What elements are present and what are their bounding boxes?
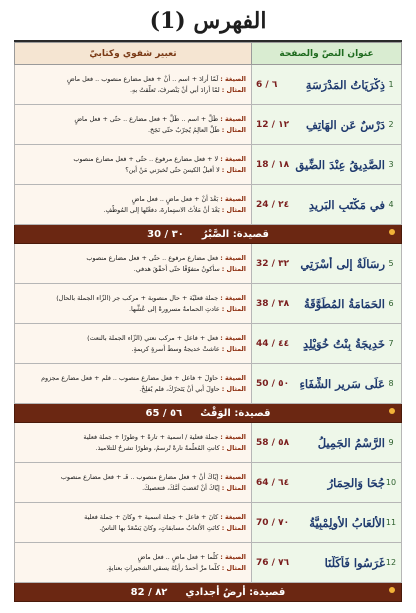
mithal-text: إيّاكَ أنْ تُغضبَ أمَّكَ، فتعصيكَ. <box>142 483 220 492</box>
lesson-cell <box>252 423 402 463</box>
sigha-line <box>20 512 246 523</box>
expression-cell <box>15 145 252 185</box>
lesson-pages: 6 / ٦ <box>256 79 278 90</box>
lesson-title[interactable]: الرَّسْمُ الجَمِيلُ <box>317 435 385 450</box>
lesson-cell <box>252 324 402 364</box>
sigha-text: حاوَلَ + فاعل + فعل مضارع منصوب .. فلم + فعل مضارع مجزوم <box>41 373 219 382</box>
header-lesson: عنوان النصّ والصفحة <box>252 43 402 65</box>
lesson-pages: 70 / ٧٠ <box>256 517 290 528</box>
index-table <box>14 42 402 602</box>
mithal-label: المثال : <box>221 165 246 174</box>
title-bar <box>14 0 402 42</box>
poem-bullet-icon <box>389 229 395 235</box>
sigha-line <box>20 333 246 344</box>
sigha-text: بَعْدَ أنْ + فعل ماضٍ .. فعل ماضٍ <box>131 194 219 203</box>
expression-cell <box>15 244 252 284</box>
lesson-pages: 38 / ٣٨ <box>256 298 290 309</box>
sigha-text: جملة فعليّة + حال منصوبة + مركب جر (الزّاء الجملة بالحال) <box>56 293 219 302</box>
lesson-title[interactable]: الألعَابُ الأولِمْبِيَّةُ <box>309 515 385 530</box>
poem-row <box>15 404 402 423</box>
lesson-cell <box>252 145 402 185</box>
lesson-number: 11 <box>385 518 397 527</box>
poem-cell <box>15 225 402 244</box>
lesson-pages: 64 / ٦٤ <box>256 477 290 488</box>
expression-cell <box>15 543 252 583</box>
lesson-title[interactable]: عَلَى سَرِيرِ الشِّفَاءِ <box>299 376 385 391</box>
lesson-row <box>15 185 402 225</box>
mithal-text: كلّما مرَّ أحمدُ رأيتُهُ يسقي الشجيراتِ بعنايةٍ. <box>106 563 220 572</box>
lesson-number: 3 <box>388 160 394 169</box>
mithal-text: عادتِ الحمامةُ مسرورةً إلى عُشِّها. <box>128 304 220 313</box>
mithal-line <box>20 205 246 216</box>
lesson-number: 8 <box>388 379 394 388</box>
mithal-text: كانَتِ الألعابُ مسابقاتٍ، وكانَ يَسْعَدُ بها الناسُ. <box>99 523 220 532</box>
poem-title: قصيدة: الوَقْتُ <box>200 407 271 419</box>
lesson-cell <box>252 284 402 324</box>
mithal-text: كانتِ المُعلّمةُ تارةً تُرسمُ، وطورًا تشرحُ للتلاميذ. <box>95 443 220 452</box>
lesson-pages: 18 / ١٨ <box>256 159 290 170</box>
lesson-row <box>15 364 402 404</box>
lesson-cell <box>252 463 402 503</box>
lesson-title[interactable]: جُحَا وَالحِمَارُ <box>327 475 385 490</box>
table-header-row <box>15 43 402 65</box>
lesson-row <box>15 244 402 284</box>
sigha-line <box>20 194 246 205</box>
mithal-text: عاشتْ خديجةُ وسطَ أسرةٍ كريمةٍ. <box>131 344 220 353</box>
lesson-row <box>15 463 402 503</box>
sigha-text: جملة فعلية / اسمية + تارةً + وطورًا + جملة فعلية <box>83 432 219 441</box>
sigha-line <box>20 552 246 563</box>
mithal-label: المثال : <box>221 443 246 452</box>
expression-cell <box>15 284 252 324</box>
mithal-label: المثال : <box>221 85 246 94</box>
sigha-line <box>20 472 246 483</box>
poem-cell <box>15 583 402 602</box>
sigha-label: الصيغة : <box>220 114 246 123</box>
expression-cell <box>15 65 252 105</box>
sigha-text: إيّاكَ أنْ + فعل مضارع منصوب .. فَـ + فعل مضارع منصوب <box>60 472 219 481</box>
lesson-row <box>15 503 402 543</box>
lesson-row <box>15 284 402 324</box>
lesson-title[interactable]: ذِكْرَيَاتُ المَدْرَسَةِ <box>305 77 385 92</box>
sigha-label: الصيغة : <box>220 512 246 521</box>
sigha-label: الصيغة : <box>220 154 246 163</box>
mithal-label: المثال : <box>221 264 246 273</box>
mithal-label: المثال : <box>221 483 246 492</box>
mithal-label: المثال : <box>221 125 246 134</box>
lesson-cell <box>252 185 402 225</box>
mithal-label: المثال : <box>221 563 246 572</box>
sigha-label: الصيغة : <box>220 552 246 561</box>
lesson-row <box>15 423 402 463</box>
sigha-label: الصيغة : <box>220 472 246 481</box>
lesson-number: 1 <box>388 80 394 89</box>
lesson-row <box>15 105 402 145</box>
sigha-text: لا + فعل مضارع مرفوع .. حتّى + فعل مضارع منصوب <box>73 154 219 163</box>
poem-pages: 82 / ٨٢ <box>130 586 168 598</box>
mithal-line <box>20 443 246 454</box>
mithal-text: لا أقبلُ الكيسَ حتّى تُخبرَني مَنْ أين؟ <box>125 165 220 174</box>
lesson-row <box>15 324 402 364</box>
mithal-label: المثال : <box>221 523 246 532</box>
page-title: الفهرس (1) <box>149 8 267 34</box>
poem-row <box>15 225 402 244</box>
sigha-label: الصيغة : <box>220 74 246 83</box>
lesson-cell <box>252 364 402 404</box>
lesson-row <box>15 543 402 583</box>
lesson-title[interactable]: في مَكْتَبِ البَرِيدِ <box>308 197 385 212</box>
mithal-line <box>20 523 246 534</box>
mithal-label: المثال : <box>221 384 246 393</box>
sigha-text: لَمّا أرادَ + اسم .. أنْ + فعل مضارع منصوب .. فعل ماضٍ <box>66 74 219 83</box>
expression-cell <box>15 324 252 364</box>
lesson-title[interactable]: خَدِيجَةُ بِنْتُ خُوَيْلِدٍ <box>303 336 385 351</box>
lesson-cell <box>252 543 402 583</box>
mithal-text: سأكونُ متفوّقًا حتّى أحقّقَ هدفي. <box>133 264 220 273</box>
sigha-label: الصيغة : <box>220 293 246 302</box>
sigha-text: فعل مضارع مرفوع .. حتّى + فعل مضارع منصوب <box>86 253 219 262</box>
poem-row <box>15 583 402 602</box>
sigha-text: ظَلَّ + اسم .. ظَلَّ + فعل مضارع .. حتّى + فعل ماضٍ <box>74 114 219 123</box>
sigha-label: الصيغة : <box>220 333 246 342</box>
lesson-pages: 24 / ٢٤ <box>256 199 290 210</box>
sigha-text: فعل + فاعل + مركب نعتي (الزّاء الجملة بالنعت) <box>87 333 219 342</box>
poem-title: قصيدة: أرضُ أجدادي <box>185 586 286 598</box>
lesson-number: 12 <box>385 558 397 567</box>
sigha-text: كانَ + فاعل + جملة اسمية + وكانَ + جملة فعلية <box>84 512 219 521</box>
lesson-number: 4 <box>388 200 394 209</box>
lesson-number: 10 <box>385 478 397 487</box>
lesson-pages: 32 / ٣٢ <box>256 258 290 269</box>
poem-title: قصيدة: الصَّبْرُ <box>201 228 269 240</box>
lesson-pages: 76 / ٧٦ <box>256 557 290 568</box>
sigha-label: الصيغة : <box>220 432 246 441</box>
lesson-row <box>15 65 402 105</box>
sigha-label: الصيغة : <box>220 194 246 203</box>
poem-pages: 65 / ٥٦ <box>145 407 183 419</box>
lesson-number: 6 <box>388 299 394 308</box>
sigha-line <box>20 373 246 384</box>
mithal-text: بَعْدَ أنْ مَلأتُ الاستِمارةَ، دفعْتُها إلى المُوظَّفِ. <box>103 205 220 214</box>
lesson-number: 5 <box>388 259 394 268</box>
lesson-cell <box>252 105 402 145</box>
expression-cell <box>15 364 252 404</box>
lesson-title[interactable]: رِسَالَةٌ إلى أُسْرَتِي <box>300 256 385 271</box>
mithal-label: المثال : <box>221 344 246 353</box>
lesson-title[interactable]: الحَمَامَةُ المُطَوَّقَةُ <box>304 296 385 311</box>
poem-cell <box>15 404 402 423</box>
sigha-line <box>20 74 246 85</box>
sigha-line <box>20 253 246 264</box>
lesson-pages: 44 / ٤٤ <box>256 338 290 349</box>
title-underline <box>14 40 402 42</box>
poem-bullet-icon <box>389 587 395 593</box>
expression-cell <box>15 503 252 543</box>
mithal-line <box>20 125 246 136</box>
mithal-text: ظَلَّ العالِمُ يُجرّبُ حتّى نَجَحَ. <box>148 125 220 134</box>
sigha-line <box>20 114 246 125</box>
table-body <box>15 65 402 602</box>
sigha-text: كلّما + فعل ماضٍ .. فعل ماضٍ <box>137 552 219 561</box>
mithal-line <box>20 304 246 315</box>
mithal-line <box>20 563 246 574</box>
sigha-label: الصيغة : <box>220 373 246 382</box>
expression-cell <box>15 423 252 463</box>
mithal-label: المثال : <box>221 304 246 313</box>
sigha-line <box>20 293 246 304</box>
mithal-line <box>20 483 246 494</box>
lesson-row <box>15 145 402 185</box>
mithal-line <box>20 384 246 395</box>
mithal-line <box>20 85 246 96</box>
lesson-title[interactable]: دَرْسٌ عَنِ الهَاتِفِ <box>306 117 385 132</box>
expression-cell <box>15 105 252 145</box>
lesson-pages: 50 / ٥٠ <box>256 378 290 389</box>
lesson-number: 7 <box>388 339 394 348</box>
mithal-line <box>20 264 246 275</box>
lesson-title[interactable]: غَرَسُوا فَأَكَلْنَا <box>324 555 385 570</box>
lesson-number: 2 <box>388 120 394 129</box>
mithal-line <box>20 165 246 176</box>
lesson-number: 9 <box>388 438 394 447</box>
header-expression: تعبير شفوي وكتابيّ <box>15 43 252 65</box>
lesson-cell <box>252 65 402 105</box>
sigha-line <box>20 432 246 443</box>
lesson-cell <box>252 244 402 284</box>
mithal-label: المثال : <box>221 205 246 214</box>
lesson-cell <box>252 503 402 543</box>
expression-cell <box>15 463 252 503</box>
sigha-label: الصيغة : <box>220 253 246 262</box>
sigha-line <box>20 154 246 165</box>
expression-cell <box>15 185 252 225</box>
lesson-title[interactable]: الصَّدِيقُ عِنْدَ الضِّيقِ <box>295 157 385 172</box>
lesson-pages: 12 / ١٢ <box>256 119 290 130</box>
lesson-pages: 58 / ٥٨ <box>256 437 290 448</box>
mithal-text: لمّا أرادَ أبي أنْ يَنْصرفَ، تَعلّقتُ بهِ. <box>129 85 220 94</box>
poem-bullet-icon <box>389 408 395 414</box>
poem-pages: 30 / ٣٠ <box>147 228 184 240</box>
mithal-line <box>20 344 246 355</box>
mithal-text: حاوَلَ أبي أنْ يَتَحرّكَ، فلم يُفلِحْ. <box>139 384 220 393</box>
